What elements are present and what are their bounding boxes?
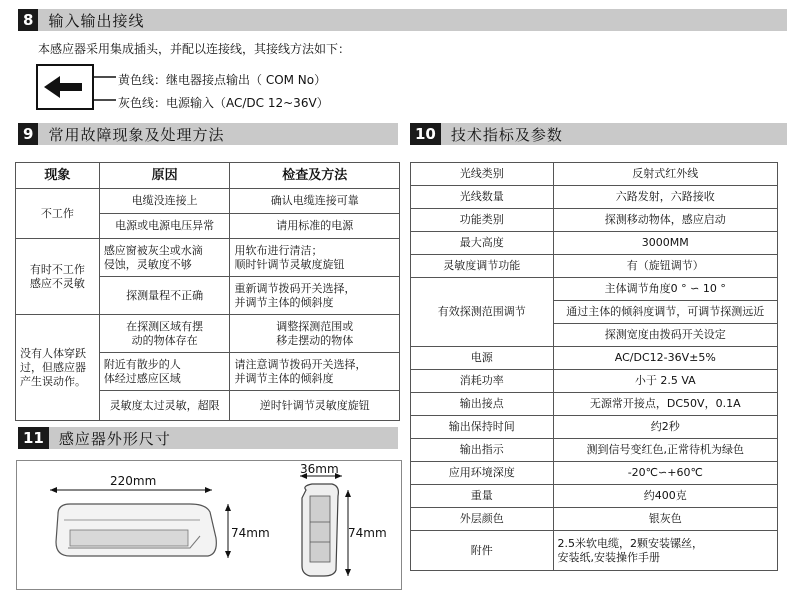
spec-value: 主体调节角度0 ° ∽ 10 °	[553, 278, 777, 301]
section-title: 技术指标及参数	[450, 125, 563, 144]
spec-value: AC/DC12-36V±5%	[553, 347, 777, 370]
symptom-cell: 不工作	[16, 189, 100, 239]
spec-value: 无源常开接点，DC50V，0.1A	[553, 393, 777, 416]
spec-value: 银灰色	[553, 508, 777, 531]
spec-value: 有（旋钮调节）	[553, 255, 777, 278]
solution-cell: 重新调节拨码开关选择， 并调节主体的倾斜度	[230, 277, 400, 315]
spec-value: 通过主体的倾斜度调节，可调节探测远近	[553, 301, 777, 324]
cause-cell: 附近有散步的人 体经过感应区域	[99, 353, 230, 391]
spec-value: 探测移动物体，感应启动	[553, 209, 777, 232]
spec-value: -20℃∽+60℃	[553, 462, 777, 485]
header-symptom: 现象	[16, 163, 100, 189]
symptom-cell: 有时不工作 感应不灵敏	[16, 239, 100, 315]
cause-cell: 电源或电源电压异常	[99, 214, 230, 239]
spec-value: 约2秒	[553, 416, 777, 439]
spec-value: 反射式红外线	[553, 163, 777, 186]
solution-cell: 确认电缆连接可靠	[230, 189, 400, 214]
section-number: 8	[18, 9, 38, 31]
cause-cell: 电缆没连接上	[99, 189, 230, 214]
spec-label: 重量	[411, 485, 554, 508]
sensor-side-view	[294, 462, 354, 582]
section-number: 9	[18, 123, 38, 145]
depth-dimension: 36mm	[300, 462, 339, 476]
section-title: 输入输出接线	[48, 11, 145, 30]
section-number: 11	[18, 427, 49, 449]
section-title: 常用故障现象及处理方法	[48, 125, 225, 144]
cause-cell: 在探测区域有摆 动的物体存在	[99, 315, 230, 353]
solution-cell: 请注意调节拨码开关选择， 并调节主体的倾斜度	[230, 353, 400, 391]
section-8-header	[18, 9, 787, 31]
spec-label: 电源	[411, 347, 554, 370]
spec-value: 探测宽度由拨码开关设定	[553, 324, 777, 347]
spec-table	[410, 162, 778, 571]
solution-cell: 请用标准的电源	[230, 214, 400, 239]
troubleshooting-table	[15, 162, 400, 421]
section-9-header	[18, 123, 398, 145]
connector-diagram	[36, 64, 126, 114]
spec-label: 最大高度	[411, 232, 554, 255]
spec-label: 输出指示	[411, 439, 554, 462]
spec-value: 测到信号变红色,正常待机为绿色	[553, 439, 777, 462]
spec-value: 约400克	[553, 485, 777, 508]
spec-label: 有效探测范围调节	[411, 278, 554, 347]
symptom-cell: 没有人体穿跃 过，但感应器 产生误动作。	[16, 315, 100, 421]
cause-cell: 感应窗被灰尘或水滴 侵蚀，灵敏度不够	[99, 239, 230, 277]
spec-label: 消耗功率	[411, 370, 554, 393]
section-11-header	[18, 427, 398, 449]
header-solution: 检查及方法	[230, 163, 400, 189]
solution-cell: 用软布进行清洁； 顺时针调节灵敏度旋钮	[230, 239, 400, 277]
spec-label: 功能类别	[411, 209, 554, 232]
spec-label: 外层颜色	[411, 508, 554, 531]
spec-label: 附件	[411, 531, 554, 571]
section-10-header	[410, 123, 787, 145]
spec-label: 输出接点	[411, 393, 554, 416]
spec-label: 应用环境深度	[411, 462, 554, 485]
gray-wire-label: 灰色线：电源输入（AC/DC 12~36V）	[118, 96, 329, 110]
spec-value: 六路发射，六路接收	[553, 186, 777, 209]
spec-value: 2.5米软电缆，2颗安装镙丝， 安装纸,安装操作手册	[553, 531, 777, 571]
cause-cell: 灵敏度太过灵敏，超限	[99, 391, 230, 421]
spec-label: 光线类别	[411, 163, 554, 186]
wiring-intro: 本感应器采用集成插头，并配以连接线，其接线方法如下：	[38, 42, 351, 56]
spec-label: 灵敏度调节功能	[411, 255, 554, 278]
spec-label: 光线数量	[411, 186, 554, 209]
solution-cell: 逆时针调节灵敏度旋钮	[230, 391, 400, 421]
front-height-dimension: 74mm	[231, 526, 270, 540]
cause-cell: 探测量程不正确	[99, 277, 230, 315]
spec-value: 3000MM	[553, 232, 777, 255]
side-height-dimension: 74mm	[348, 526, 387, 540]
header-cause: 原因	[99, 163, 230, 189]
width-dimension: 220mm	[110, 474, 157, 488]
solution-cell: 调整探测范围或 移走摆动的物体	[230, 315, 400, 353]
section-title: 感应器外形尺寸	[58, 429, 171, 448]
spec-label: 输出保持时间	[411, 416, 554, 439]
yellow-wire-label: 黄色线：继电器接点输出（ COM No）	[118, 73, 327, 87]
section-number: 10	[410, 123, 441, 145]
spec-value: 小于 2.5 VA	[553, 370, 777, 393]
